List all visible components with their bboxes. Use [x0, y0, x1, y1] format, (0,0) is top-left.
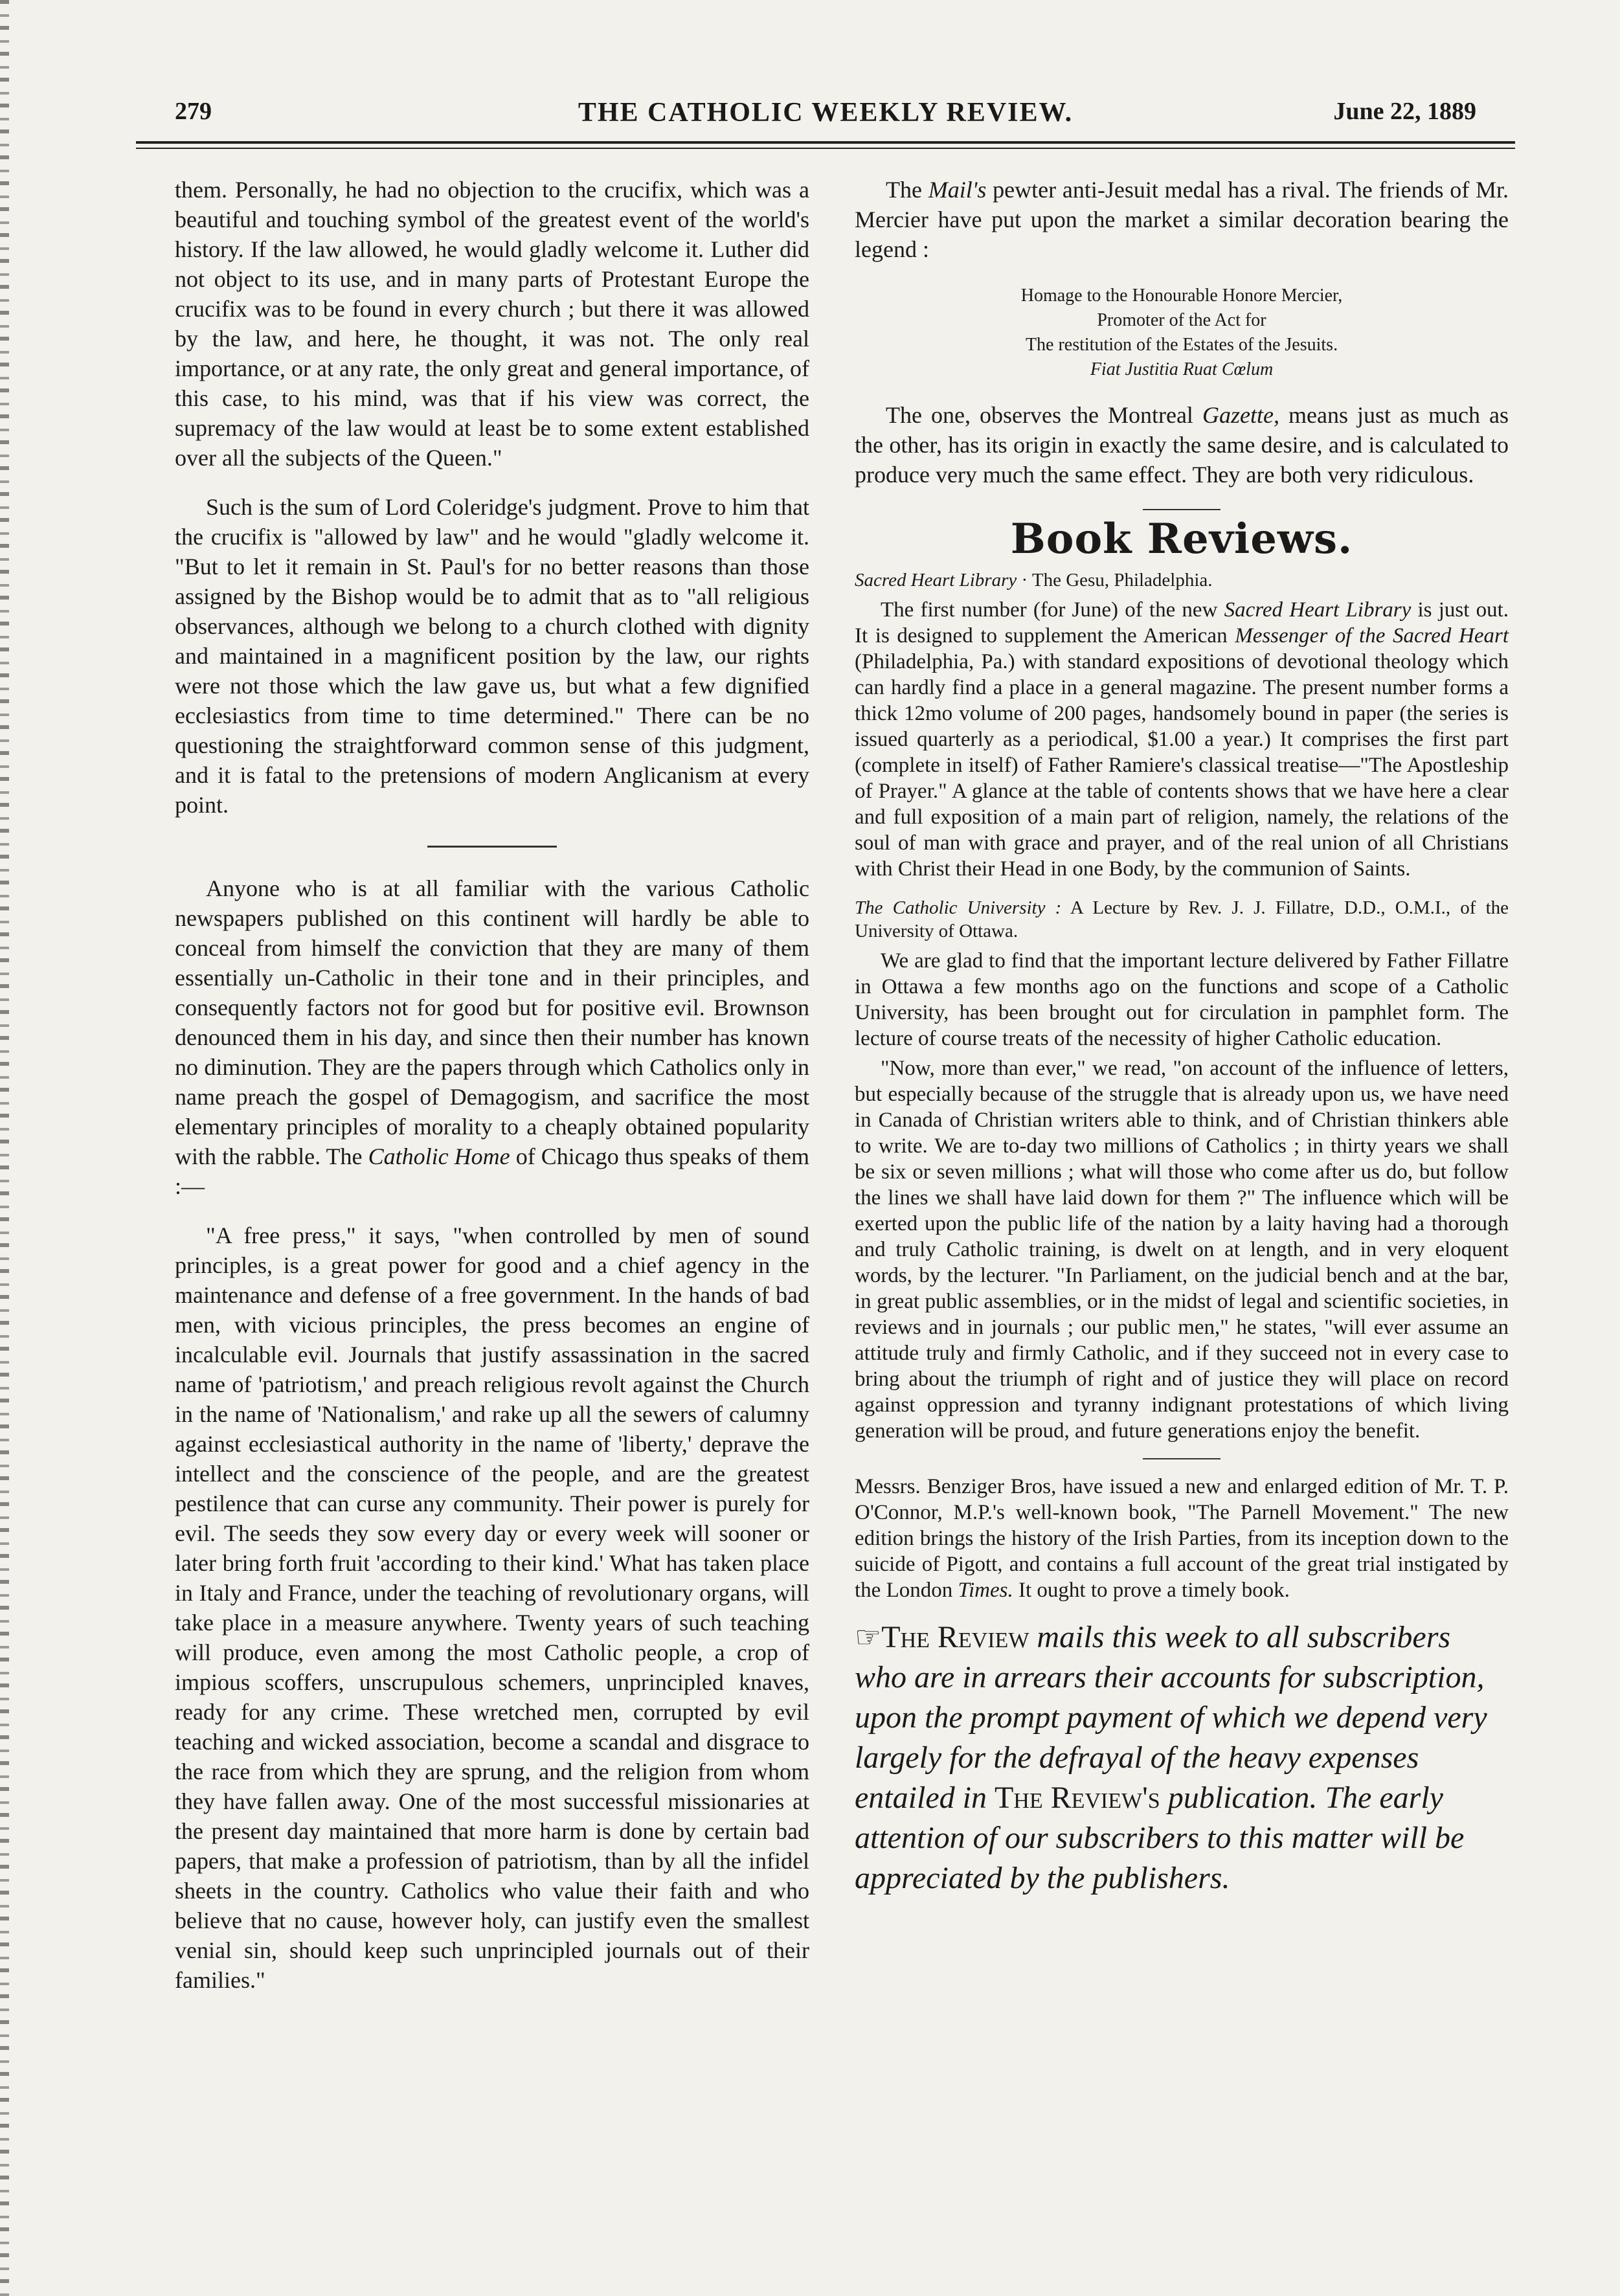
- review-heading: Sacred Heart Library · The Gesu, Philadelphia.: [855, 570, 1213, 591]
- left-column: [175, 175, 809, 2014]
- article-paragraph: them. Personally, he had no objection to the crucifix, which was a beautiful and touching symbol of the greatest event of the world's history. If the law allowed, he would gladly welcome it. Luther did not object to its use, and in many parts of Protestant Europe the crucifix was to be found in every church ; but there it was allowed by the law, and here, he thought, it was not. The only real importance, or at any rate, the only great and general importance, of this case, to his mind, was that if his view was correct, the supremacy of the law would at least be to some extent established over all the subjects of the Queen.": [175, 177, 809, 471]
- article-paragraph: The Mail's pewter anti-Jesuit medal has a rival. The friends of Mr. Mercier have put upon the market a similar decoration bearing the legend :: [855, 177, 1509, 262]
- masthead-title: THE CATHOLIC WEEKLY REVIEW.: [578, 98, 1074, 128]
- header-rule: [136, 141, 1515, 144]
- review-heading: The Catholic University : A Lecture by Rev. J. J. Fillatre, D.D., O.M.I., of the University of Ottawa.: [855, 897, 1509, 941]
- page-number: 279: [175, 98, 212, 125]
- newspaper-name: Catholic Home: [368, 1143, 510, 1169]
- page-header: [175, 97, 1476, 129]
- article-paragraph: The one, observes the Montreal Gazette, means just as much as the other, has its origin in exactly the same desire, and is calculated to produce very much the same effect. They are both very ridiculous.: [855, 402, 1509, 488]
- section-divider: [1143, 1458, 1221, 1459]
- book-reviews-heading: Book Reviews.: [1010, 515, 1353, 563]
- section-divider: [427, 846, 557, 848]
- review-paragraph: The first number (for June) of the new Sacred Heart Library is just out. It is designed to supplement the American Messenger of the Sacred Heart (Philadelphia, Pa.) with standard expositions of devotional theology which can hardly find a place in a general magazine. The present number forms a thick 12mo volume of 200 pages, handsomely bound in paper (the series is issued quarterly as a periodical, $1.00 a year.) It comprises the first part (complete in itself) of Father Ramiere's classical treatise—"The Apostleship of Prayer." A glance at the table of contents shows that we have here a clear and full exposition of a main part of religion, namely, the relations of the soul of man with grace and prayer, and of the real union of all Christians with Christ their Head in one Body, by the communion of Saints.: [855, 598, 1509, 881]
- subscriber-notice: ☞The Review mails this week to all subscribers who are in arrears their accounts for subscription, upon the prompt payment of which we depend very largely for the defrayal of the heavy expenses entailed in The Review's publication. The early attention of our subscribers to this matter will be appreciated by the publishers.: [855, 1620, 1487, 1895]
- review-paragraph: We are glad to find that the important lecture delivered by Father Fillatre in Ottawa a few months ago on the functions and scope of a Catholic University, has been brought out for circulation in pamphlet form. The lecture of course treats of the necessity of higher Catholic education.: [855, 949, 1509, 1050]
- header-rule-thin: [136, 148, 1515, 149]
- article-paragraph: Anyone who is at all familiar with the various Catholic newspapers published on this continent will hardly be able to conceal from himself the conviction that they are many of them essentially un-Catholic in their tone and in their principles, and consequently factors not for good but for positive evil. Brownson denounced them in his day, and since then their number has known no diminution. They are the papers through which Catholics only in name preach the gospel of Demagogism, and sacrifice the most elementary principles of morality to a cheaply obtained popularity with the rabble. The Catholic Home of Chicago thus speaks of them :—: [175, 875, 809, 1199]
- medal-legend: Homage to the Honourable Honore Mercier, Promoter of the Act for The restitution of the Estates of the Jesuits. Fiat Justitia Ruat Cœlum: [1020, 286, 1343, 379]
- pointing-hand-icon: ☞: [855, 1621, 882, 1654]
- review-paragraph: "Now, more than ever," we read, "on account of the influence of letters, but especially because of the struggle that is already upon us, we have need in Canada of Christian writers able to think, and of Christian thinkers able to write. We are to-day two millions of Catholics ; in thirty years we shall be six or seven millions ; what will those who come after us do, but follow the lines we shall have laid down for them ?" The influence which will be exerted upon the public life of the nation by a laity having had a thorough and truly Catholic training, is dwelt on at length, and in very eloquent words, by the lecturer. "In Parliament, on the judicial bench and at the bar, in great public assemblies, or in the midst of legal and scientific societies, in reviews and in journals ; our public men," he states, "will ever assume an attitude truly and firmly Catholic, and if they succeed not in every case to bring about the triumph of right and of justice they will place on record against oppression and tyranny indignant protestations of which living generation will be proud, and future generations enjoy the benefit.: [855, 1057, 1509, 1443]
- section-divider: [1143, 509, 1221, 510]
- book-reviews-section: [855, 568, 1509, 1603]
- article-paragraph: Such is the sum of Lord Coleridge's judgment. Prove to him that the crucifix is "allowed by law" and he would "gladly welcome it. "But to let it remain in St. Paul's for no better reasons than those assigned by the Bishop would be to admit that as to "all religious observances, although we belong to a church clothed with dignity and maintained in a magnificent position by the law, our rights were not those which the law gave us, but what a few dignified ecclesiastics from time to time determined." There can be no questioning the straightforward common sense of this judgment, and it is fatal to the pretensions of modern Anglicanism at every point.: [175, 494, 809, 818]
- issue-date: June 22, 1889: [1333, 98, 1476, 125]
- quoted-paragraph: "A free press," it says, "when controlled by men of sound principles, is a great power for good and a chief agency in the maintenance and defense of a free government. In the hands of bad men, with vicious principles, the press becomes an engine of incalculable evil. Journals that justify assassination in the sacred name of 'patriotism,' and preach religious revolt against the Church in the name of 'Nationalism,' and rake up all the sewers of calumny against ecclesiastical authority in the name of 'liberty,' deprave the intellect and the conscience of the people, and are the greatest pestilence that can curse any community. Their power is purely for evil. The seeds they sow every day or every week will sooner or later bring forth fruit 'according to their kind.' What has taken place in Italy and France, under the teaching of revolutionary organs, will take place in a measure anywhere. Twenty years of such teaching will produce, even among the most Catholic people, a crop of impious scoffers, unscrupulous schemers, unprincipled knaves, ready for any crime. These wretched men, corrupted by evil teaching and wicked association, become a scandal and disgrace to the race from which they are sprung, and the religion from whom they have fallen away. One of the most successful missionaries at the present day maintained that more harm is done by certain bad papers, that make a profession of patriotism, than by all the infidel sheets in the country. Catholics who value their faith and who believe that no cause, however holy, can justify even the smallest venial sin, should keep such unprincipled journals out of their families.": [175, 1222, 809, 1993]
- scanned-binding-edge: [0, 0, 9, 2296]
- right-column: [855, 175, 1509, 1898]
- review-paragraph: Messrs. Benziger Bros, have issued a new and enlarged edition of Mr. T. P. O'Connor, M.P.'s well-known book, "The Parnell Movement." The new edition brings the history of the Irish Parties, from its inception down to the suicide of Pigott, and contains a full account of the great trial instigated by the London Times. It ought to prove a timely book.: [855, 1475, 1509, 1602]
